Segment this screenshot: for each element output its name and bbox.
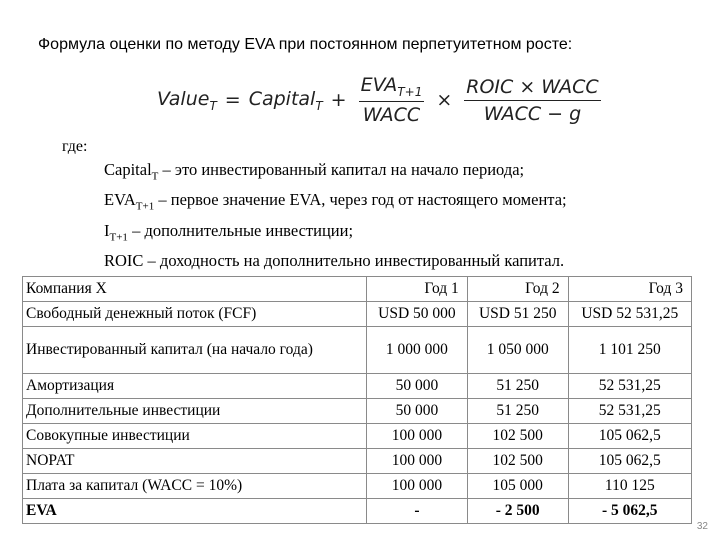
- company-x-table: [22, 276, 692, 524]
- definition-eva: $EVA_{T+1}$ – первое значение EVA, через год от настоящего момента;: [104, 190, 567, 213]
- table-cell: 100 000: [367, 474, 468, 499]
- table-cell: Дополнительные инвестиции: [23, 399, 367, 424]
- table-row: [23, 424, 692, 449]
- table-cell: 51 250: [467, 399, 568, 424]
- page-number: 32: [696, 521, 708, 532]
- formula-value: Value$_T$: [157, 87, 217, 113]
- table-cell: 100 000: [367, 449, 468, 474]
- table-cell: 105 000: [467, 474, 568, 499]
- table-header-cell: Год 1: [367, 277, 468, 302]
- eva-formula: [157, 70, 605, 130]
- table-cell: - 5 062,5: [568, 499, 691, 524]
- formula-equals: =: [224, 89, 241, 111]
- table-cell: 102 500: [467, 449, 568, 474]
- table-cell: Свободный денежный поток (FCF): [23, 302, 367, 327]
- table-cell: NOPAT: [23, 449, 367, 474]
- table-cell: 50 000: [367, 399, 468, 424]
- table-cell: 105 062,5: [568, 424, 691, 449]
- table-cell: Инвестированный капитал (на начало года): [23, 327, 367, 374]
- formula-times: ×: [436, 89, 453, 111]
- table-cell: Плата за капитал (WACC = 10%): [23, 474, 367, 499]
- table-cell: Амортизация: [23, 374, 367, 399]
- table-cell: 110 125: [568, 474, 691, 499]
- table-row: [23, 449, 692, 474]
- table-row-eva: [23, 499, 692, 524]
- table-row: [23, 474, 692, 499]
- table-header-cell: Год 2: [467, 277, 568, 302]
- definition-investments: $I_{T+1}$ – дополнительные инвестиции;: [104, 220, 354, 243]
- table-cell: 100 000: [367, 424, 468, 449]
- table-cell: USD 51 250: [467, 302, 568, 327]
- formula-fraction-eva: $\frac{EVA_{T+1}}{\text{WACC}}$: [360, 74, 423, 126]
- table-header-row: [23, 277, 692, 302]
- table-header-cell: Год 3: [568, 277, 691, 302]
- formula-plus: +: [330, 89, 347, 111]
- table-cell: 52 531,25: [568, 374, 691, 399]
- table-cell: EVA: [23, 499, 367, 524]
- table-cell: 1 101 250: [568, 327, 691, 374]
- slide-heading: Формула оценки по методу EVA при постоянном перпетуитетном росте:: [38, 36, 573, 53]
- table-cell: - 2 500: [467, 499, 568, 524]
- table-row: [23, 327, 692, 374]
- table-header-cell: Компания X: [23, 277, 367, 302]
- table-row: [23, 374, 692, 399]
- table-cell: USD 52 531,25: [568, 302, 691, 327]
- table-cell: 52 531,25: [568, 399, 691, 424]
- definitions-list: [104, 158, 567, 273]
- table-cell: -: [367, 499, 468, 524]
- table-cell: 1 050 000: [467, 327, 568, 374]
- table-cell: 50 000: [367, 374, 468, 399]
- table-cell: USD 50 000: [367, 302, 468, 327]
- formula-fraction-roic: $\frac{\text{ROIC × WACC}}{\text{WACC − g}}$: [466, 75, 599, 125]
- table-cell: 102 500: [467, 424, 568, 449]
- formula-capital: Capital$_T$: [248, 87, 323, 113]
- table-cell: 105 062,5: [568, 449, 691, 474]
- table-cell: 1 000 000: [367, 327, 468, 374]
- table-cell: Совокупные инвестиции: [23, 424, 367, 449]
- table-row: [23, 399, 692, 424]
- definition-roic: ROIC – доходность на дополнительно инвестированный капитал.: [104, 250, 565, 270]
- where-label: где:: [62, 138, 88, 155]
- table-cell: 51 250: [467, 374, 568, 399]
- table-row: [23, 302, 692, 327]
- definition-capital: Capital$_T$ – это инвестированный капитал на начало периода;: [104, 160, 525, 183]
